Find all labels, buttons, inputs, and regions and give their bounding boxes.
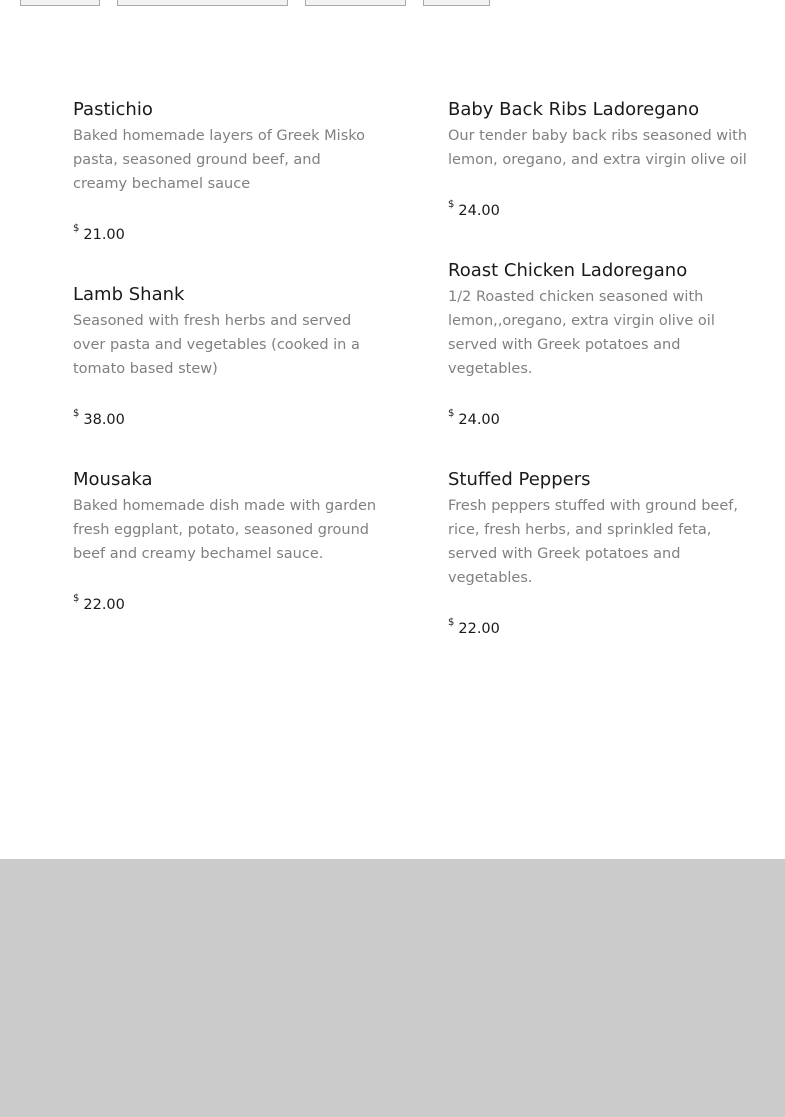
price-amount: 24.00	[458, 412, 500, 428]
currency-symbol: $	[73, 223, 80, 234]
menu-item-name: Pastichio	[73, 99, 153, 120]
menu-item-name: Lamb Shank	[73, 284, 185, 305]
page-footer	[0, 859, 785, 1117]
menu-item-price	[448, 199, 753, 221]
menu-item	[73, 468, 378, 615]
menu-item	[73, 283, 378, 430]
menu-item-description: Fresh peppers stuffed with ground beef, rice, fresh herbs, and sprinkled feta, served with Greek potatoes and vegetables.	[448, 498, 738, 586]
menu-item-price	[448, 408, 753, 430]
currency-symbol: $	[448, 408, 455, 419]
menu-column-left	[73, 98, 378, 653]
menu-item-price	[73, 223, 378, 245]
currency-symbol: $	[73, 408, 80, 419]
menu-item	[448, 468, 753, 639]
price-amount: 24.00	[458, 203, 500, 219]
menu-item-name: Mousaka	[73, 469, 153, 490]
menu-item	[448, 259, 753, 430]
menu-item-description: Baked homemade dish made with garden fresh eggplant, potato, seasoned ground beef and creamy bechamel sauce.	[73, 498, 377, 562]
menu-item-description: Seasoned with fresh herbs and served over pasta and vegetables (cooked in a tomato based stew)	[73, 313, 360, 377]
price-amount: 38.00	[83, 412, 125, 428]
menu-item-description: Our tender baby back ribs seasoned with lemon, oregano, and extra virgin olive oil	[448, 128, 748, 168]
price-amount: 22.00	[458, 621, 500, 637]
menu-item-name: Roast Chicken Ladoregano	[448, 260, 688, 281]
price-amount: 22.00	[83, 597, 125, 613]
menu-item-price	[73, 408, 378, 430]
currency-symbol: $	[448, 617, 455, 628]
price-amount: 21.00	[83, 227, 125, 243]
currency-symbol: $	[73, 593, 80, 604]
menu-item-description: Baked homemade layers of Greek Misko pasta, seasoned ground beef, and creamy bechamel sauce	[73, 128, 365, 192]
menu-item-price	[73, 593, 378, 615]
menu-column-right	[448, 98, 753, 677]
menu-item-description: 1/2 Roasted chicken seasoned with lemon,,oregano, extra virgin olive oil served with Greek potatoes and vegetables.	[448, 289, 715, 377]
currency-symbol: $	[448, 199, 455, 210]
menu-item-price	[448, 617, 753, 639]
menu-item	[448, 98, 753, 221]
menu-item-name: Baby Back Ribs Ladoregano	[448, 99, 700, 120]
menu-item-name: Stuffed Peppers	[448, 469, 591, 490]
menu-item	[73, 98, 378, 245]
